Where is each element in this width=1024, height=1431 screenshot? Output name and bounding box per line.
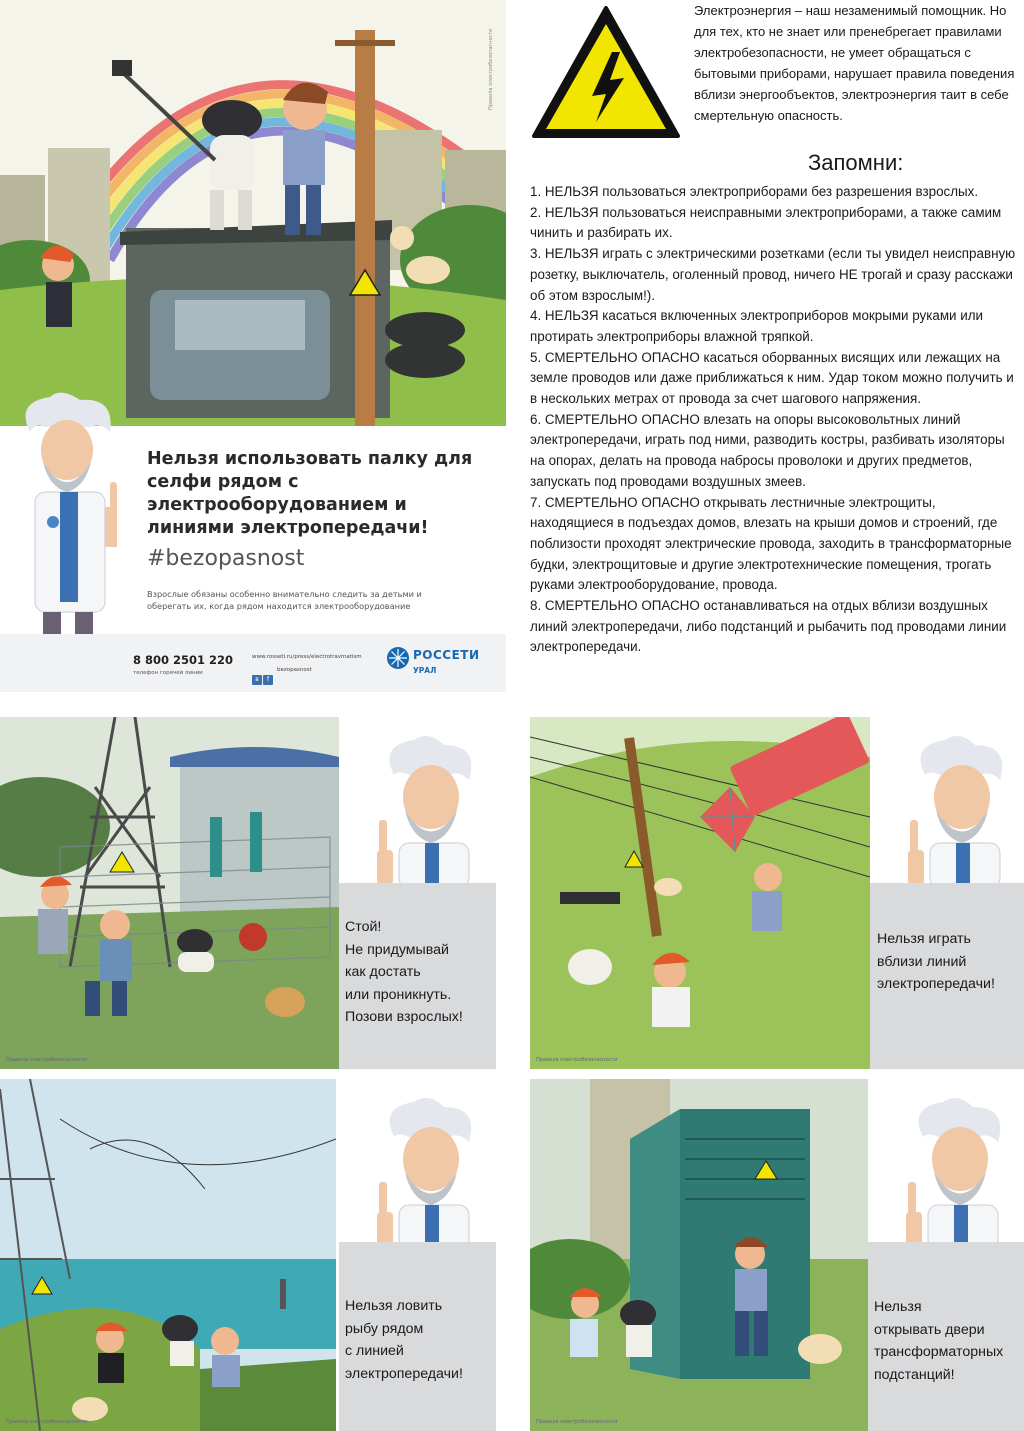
rule-item: 7. СМЕРТЕЛЬНО ОПАСНО открывать лестничные электрощиты, находящиеся в подъездах домов, влезать на крыши домов и строений, где поблизости проходят электрические провода, заходить в трансформаторные будки, электрощитовые и другие электротехнические помещения, трогать руками электрооборудование, провода. bbox=[530, 494, 1012, 593]
svg-text:Правила электробезопасности: Правила электробезопасности bbox=[488, 28, 494, 110]
panel-fishing bbox=[0, 1079, 496, 1431]
rule-item: 5. СМЕРТЕЛЬНО ОПАСНО касаться оборванных висящих или лежащих на земле проводов или даже приближаться к ним. Удар током можно получить и в нескольких метрах от провода за счет шагового напряжения. bbox=[530, 349, 1014, 407]
facebook-icon[interactable]: f bbox=[263, 675, 273, 685]
rosseti-logo-icon bbox=[386, 646, 410, 670]
safety-rules-list bbox=[530, 182, 1022, 658]
panel-caption bbox=[877, 928, 1024, 996]
rule-item: 2. НЕЛЬЗЯ пользоваться неисправными электроприборами, а также самим чинить и разбирать их. bbox=[530, 204, 1002, 241]
caption-line: Нельзя ловить bbox=[345, 1298, 443, 1314]
caption-line: с линией bbox=[345, 1343, 404, 1359]
intro-text: Электроэнергия – наш незаменимый помощник. Но для тех, кто не знает или пренебрегает правилами электробезопасности, не умеет обращаться с бытовыми приборами, нарушает правила поведения вблизи энергообъектов, электроэнергия таит в себе смертельную опасность. bbox=[694, 3, 1015, 123]
panel-power-lines-play bbox=[530, 717, 1024, 1069]
caption-line: открывать двери bbox=[874, 1321, 985, 1338]
panel-caption bbox=[345, 916, 493, 1029]
caption-line: Нельзя играть bbox=[877, 931, 971, 947]
caption-line: подстанций! bbox=[874, 1366, 955, 1383]
rule-item: 6. СМЕРТЕЛЬНО ОПАСНО влезать на опоры высоковольтных линий электропередачи, играть под ними, разводить костры, разбивать изоляторы на опорах, делать на провода набросы проволоки и других предметов, запускать под проводами воздушных змеев. bbox=[530, 411, 1005, 489]
illustration-credit: Правила электробезопасности bbox=[6, 1057, 88, 1063]
brand-name: РОССЕТИ bbox=[413, 648, 480, 662]
hotline-phone[interactable]: 8 800 2501 220 bbox=[133, 653, 234, 667]
poster-hashtag[interactable]: #bezopasnost bbox=[147, 546, 305, 571]
remember-heading: Запомни: bbox=[808, 150, 904, 175]
caption-line: рыбу рядом bbox=[345, 1320, 424, 1337]
rule-item: 4. НЕЛЬЗЯ касаться включенных электроприборов мокрыми руками или протирать электроприборы влажной тряпкой. bbox=[530, 308, 984, 344]
brand-region: УРАЛ bbox=[413, 666, 437, 675]
rule-item: 1. НЕЛЬЗЯ пользоваться электроприборами без разрешения взрослых. bbox=[530, 184, 979, 199]
caption-line: или проникнуть. bbox=[345, 986, 452, 1003]
poster-note: Взрослые обязаны особенно внимательно следить за детьми и оберегать их, когда рядом находится электрооборудование bbox=[147, 589, 422, 611]
fishing-illustration bbox=[0, 1079, 336, 1431]
website-link[interactable]: www.rosseti.ru/press/electrotravmatism bbox=[252, 654, 362, 660]
selfie-poster bbox=[0, 0, 506, 692]
illustration-credit: Правила электробезопасности bbox=[536, 1419, 618, 1425]
transformer-door-illustration bbox=[530, 1079, 868, 1431]
substation-fence-illustration bbox=[0, 717, 339, 1069]
vk-icon[interactable]: в bbox=[252, 675, 262, 685]
hotline-label: телефон горячей линии bbox=[133, 670, 203, 676]
social-handle[interactable]: bezopasnost bbox=[277, 667, 312, 673]
professor-icon bbox=[870, 735, 1024, 885]
power-lines-play-illustration bbox=[530, 717, 870, 1069]
caption-line: электропередачи! bbox=[345, 1365, 463, 1382]
caption-line: Не придумывай bbox=[345, 941, 449, 958]
caption-line: как достать bbox=[345, 964, 421, 980]
caption-line: электропередачи! bbox=[877, 976, 995, 992]
social-icons bbox=[252, 666, 274, 685]
professor-icon bbox=[868, 1097, 1024, 1247]
selfie-illustration bbox=[0, 0, 506, 426]
professor-icon bbox=[339, 735, 496, 885]
rule-item: 8. СМЕРТЕЛЬНО ОПАСНО останавливаться на отдых вблизи воздушных линий электропередачи, либо подстанций и рыбачить под проводами линии электропередачи. bbox=[530, 598, 1007, 655]
rule-item: 3. НЕЛЬЗЯ играть с электрическими розетками (если ты увидел неисправную розетку, выключатель, оголенный провод, ничего НЕ трогай и сразу расскажи об этом взрослым!). bbox=[530, 246, 1016, 303]
caption-line: вблизи линий bbox=[877, 953, 967, 970]
panel-substation-fence bbox=[0, 717, 496, 1069]
high-voltage-warning-icon bbox=[530, 4, 682, 140]
illustration-credit: Правила электробезопасности bbox=[536, 1057, 618, 1063]
poster-title: Нельзя использовать палку для селфи рядом с электрооборудованием и линиями электропередачи! bbox=[147, 449, 473, 538]
caption-line: трансформаторных bbox=[874, 1344, 1004, 1360]
panel-transformer-door bbox=[530, 1079, 1024, 1431]
illustration-credit: Правила электробезопасности bbox=[6, 1419, 88, 1425]
caption-line: Стой! bbox=[345, 919, 382, 935]
caption-line: Нельзя bbox=[874, 1299, 922, 1315]
professor-icon bbox=[339, 1097, 496, 1247]
panel-caption bbox=[345, 1295, 493, 1385]
panel-caption bbox=[874, 1296, 1022, 1386]
caption-line: Позови взрослых! bbox=[345, 1009, 463, 1025]
